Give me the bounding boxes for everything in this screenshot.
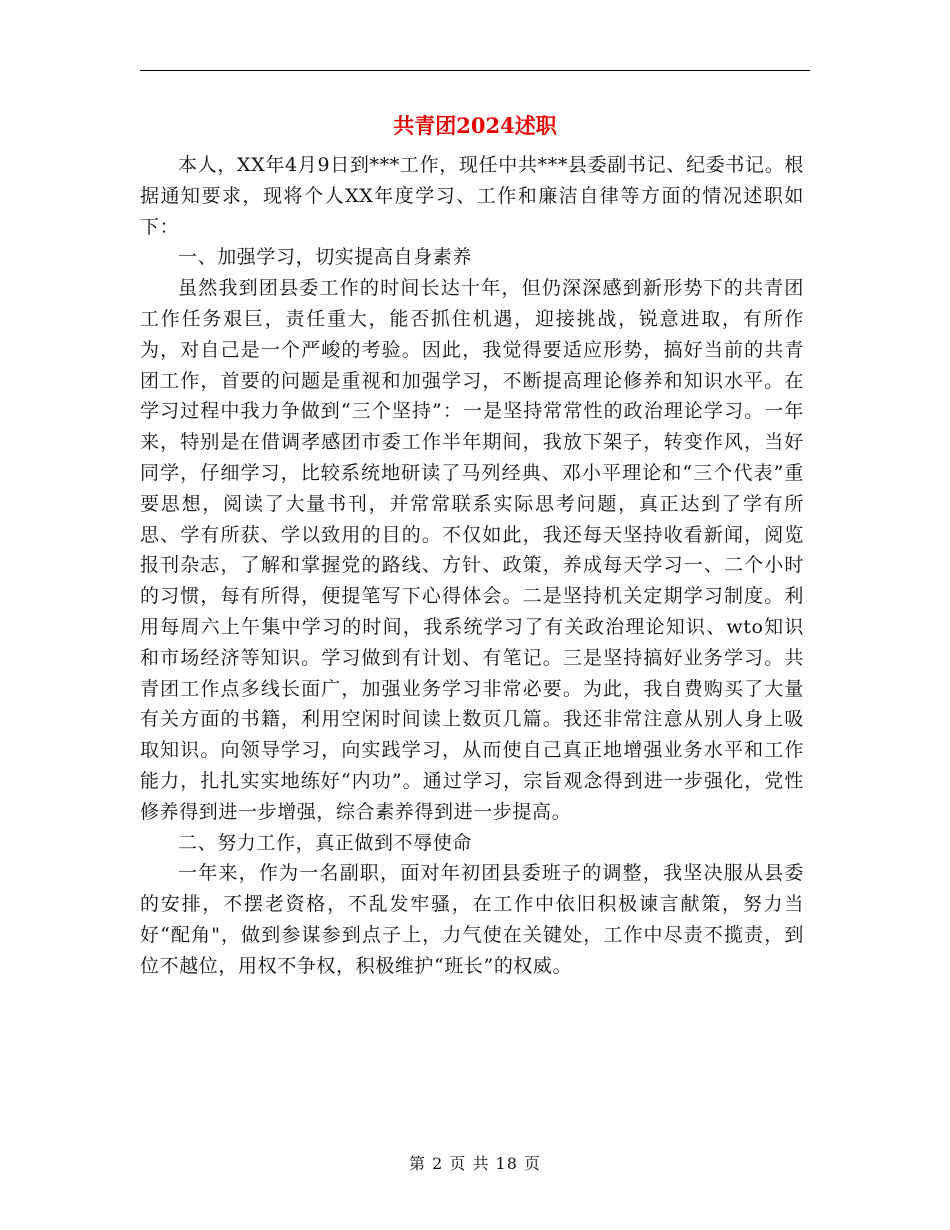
- intro-paragraph: 本人，XX年4月9日到***工作，现任中共***县委副书记、纪委书记。根据通知要求，现将个人XX年度学习、工作和廉洁自律等方面的情况述职如下：: [140, 154, 804, 238]
- section-heading-1: 一、加强学习，切实提高自身素养: [178, 246, 473, 269]
- document-body: [140, 150, 804, 982]
- page-number-footer: 第 2 页 共 18 页: [409, 1154, 541, 1173]
- section-1-paragraph: 虽然我到团县委工作的时间长达十年，但仍深深感到新形势下的共青团工作任务艰巨，责任重大，能否抓住机遇，迎接挑战，锐意进取，有所作为，对自己是一个严峻的考验。因此，我觉得要适应形势，搞好当前的共青团工作，首要的问题是重视和加强学习，不断提高理论修养和知识水平。在学习过程中我力争做到“三个坚持”：一是坚持常常性的政治理论学习。一年来，特别是在借调孝感团市委工作半年期间，我放下架子，转变作风，当好同学，仔细学习，比较系统地研读了马列经典、邓小平理论和“三个代表”重要思想，阅读了大量书刊，并常常联系实际思考问题，真正达到了学有所思、学有所获、学以致用的目的。不仅如此，我还每天坚持收看新闻，阅览报刊杂志，了解和掌握党的路线、方针、政策，养成每天学习一、二个小时的习惯，每有所得，便提笔写下心得体会。二是坚持机关定期学习制度。利用每周六上午集中学习的时间，我系统学习了有关政治理论知识、wto知识和市场经济等知识。学习做到有计划、有笔记。三是坚持搞好业务学习。共青团工作点多线长面广，加强业务学习非常必要。为此，我自费购买了大量有关方面的书籍，利用空闲时间读上数页几篇。我还非常注意从别人身上吸取知识。向领导学习，向实践学习，从而使自己真正地增强业务水平和工作能力，扎扎实实地练好“内功”。通过学习，宗旨观念得到进一步强化，党性 修养得到进一步增强，综合素养得到进一步提高。: [140, 277, 804, 823]
- section-heading-2: 二、努力工作，真正做到不辱使命: [178, 831, 473, 854]
- header-rule: [140, 70, 810, 71]
- section-2-paragraph: 一年来，作为一名副职，面对年初团县委班子的调整，我坚决服从县委的安排，不摆老资格，不乱发牢骚，在工作中依旧积极谏言献策，努力当好“配角"，做到参谋参到点子上，力气使在关键处，工作中尽责不揽责，到位不越位，用权不争权，积极维护“班长”的权威。: [140, 862, 804, 977]
- document-title: 共青团2024述职: [393, 113, 557, 138]
